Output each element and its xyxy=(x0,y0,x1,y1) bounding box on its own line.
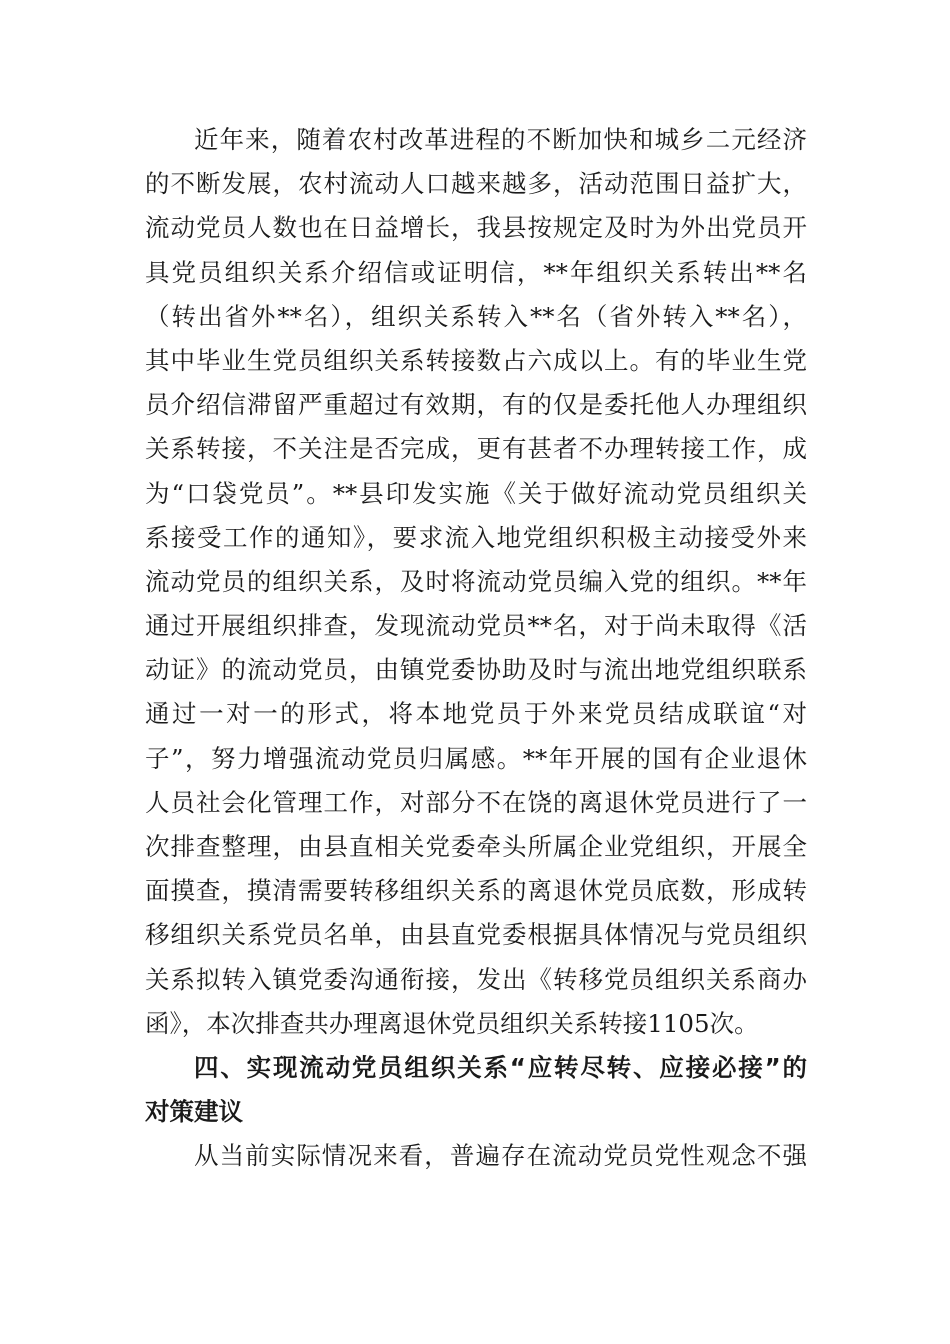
text-line: 流动党员的组织关系，及时将流动党员编入党的组织。**年 xyxy=(145,566,807,596)
text-line: 系接受工作的通知》，要求流入地党组织积极主动接受外来 xyxy=(145,522,807,552)
text-line: 近年来，随着农村改革进程的不断加快和城乡二元经济 xyxy=(194,125,807,154)
text-line: 具党员组织关系介绍信或证明信，**年组织关系转出**名 xyxy=(145,257,807,287)
document-body xyxy=(145,118,807,1179)
text-line: 其中毕业生党员组织关系转接数占六成以上。有的毕业生党 xyxy=(145,345,807,375)
text-line: 流动党员人数也在日益增长，我县按规定及时为外出党员开 xyxy=(145,213,807,243)
text-line: 子”，努力增强流动党员归属感。**年开展的国有企业退休 xyxy=(145,743,807,773)
text-line: 函》，本次排查共办理离退休党员组织关系转接1105次。 xyxy=(145,1008,759,1038)
heading-line: 对策建议 xyxy=(145,1097,243,1127)
section-heading xyxy=(145,1046,807,1134)
text-line: 关系拟转入镇党委沟通衔接，发出《转移党员组织关系商办 xyxy=(145,964,807,994)
text-line: 通过开展组织排查，发现流动党员**名，对于尚未取得《活 xyxy=(145,611,807,641)
text-line: 关系转接，不关注是否完成，更有甚者不办理转接工作，成 xyxy=(145,434,807,464)
heading-line: 四、实现流动党员组织关系“应转尽转、应接必接”的 xyxy=(194,1052,807,1082)
text-line: 次排查整理，由县直相关党委牵头所属企业党组织，开展全 xyxy=(145,832,807,861)
text-line: 人员社会化管理工作，对部分不在饶的离退休党员进行了一 xyxy=(145,787,807,817)
text-line: （转出省外**名），组织关系转入**名（省外转入**名）， xyxy=(145,301,807,331)
paragraph-flow-members xyxy=(145,118,807,1046)
text-line: 动证》的流动党员，由镇党委协助及时与流出地党组织联系 xyxy=(145,655,807,685)
text-line: 通过一对一的形式，将本地党员于外来党员结成联谊“对 xyxy=(145,699,807,729)
text-line: 的不断发展，农村流动人口越来越多，活动范围日益扩大， xyxy=(145,169,807,199)
text-line: 从当前实际情况来看，普遍存在流动党员党性观念不强 xyxy=(194,1141,807,1171)
text-line: 员介绍信滞留严重超过有效期，有的仅是委托他人办理组织 xyxy=(145,390,807,420)
text-line: 移组织关系党员名单，由县直党委根据具体情况与党员组织 xyxy=(145,920,807,950)
text-line: 面摸查，摸清需要转移组织关系的离退休党员底数，形成转 xyxy=(145,876,807,906)
paragraph-current-situation xyxy=(145,1134,807,1178)
text-line: 为“口袋党员”。**县印发实施《关于做好流动党员组织关 xyxy=(145,478,807,508)
